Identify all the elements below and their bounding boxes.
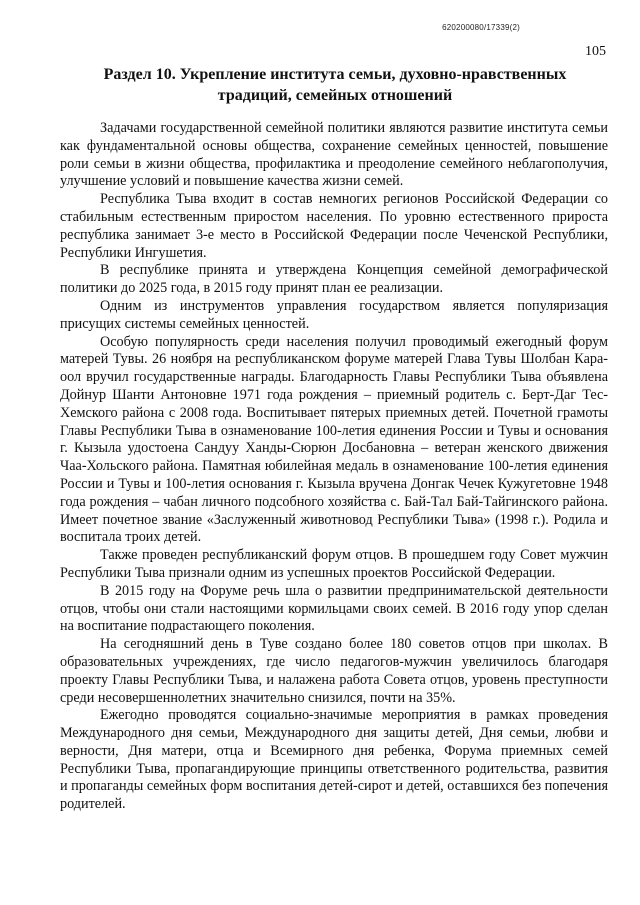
- page-number: 105: [585, 44, 606, 59]
- paragraph: В республике принята и утверждена Концепция семейной демографической политики до 2025 года, в 2015 году принят план ее реализации.: [60, 262, 608, 297]
- paragraph: На сегодняшний день в Туве создано более 180 советов отцов при школах. В образовательных учреждениях, где число педагогов-мужчин увеличилось благодаря проекту Главы Республики Тыва, и налажена работа Совета отцов, уровень преступности среди несовершеннолетних значительно снизился, почти на 35%.: [60, 636, 608, 706]
- paragraph: Также проведен республиканский форум отцов. В прошедшем году Совет мужчин Республики Тыва признали одним из успешных проектов Российской Федерации.: [60, 547, 608, 581]
- document-id: 620200080/17339(2): [442, 23, 520, 32]
- document-body: [60, 120, 608, 814]
- paragraph: Особую популярность среди населения получил проводимый ежегодный форум матерей Тувы. 26 ноября на республиканском форуме матерей Глава Тувы Шолбан Кара-оол вручил государственные награды. Благодарность Главы Республики Тыва объявлена Дойнур Шанти Антоновне 1971 года рождения – приемный родитель с. Берт-Даг Тес-Хемского района с 2008 года. Воспитывает пятерых приемных детей. Почетной грамоты Главы Республики Тыва в ознаменование 100-летия единения России и Тувы и основания г. Кызыла удостоена Сандуу Ханды-Сюрюн Досбановна – ветеран женского движения Чаа-Хольского района. Памятная юбилейная медаль в ознаменование 100-летия единения России и Тувы и 100-летия основания г. Кызыла вручена Донгак Чечек Кужугетовне 1948 года рождения – чабан личного подсобного хозяйства с. Бай-Тал Бай-Тайгинского района. Имеет почетное звание «Заслуженный животновод Республики Тыва» (1998 г.). Родила и воспитала троих детей.: [60, 333, 608, 546]
- section-heading: Раздел 10. Укрепление института семьи, духовно-нравственных традиций, семейных отношений: [103, 66, 567, 104]
- paragraph: Задачами государственной семейной политики являются развитие института семьи как фундаментальной основы общества, сохранение семейных ценностей, повышение роли семьи в жизни общества, профилактика и преодоление семейного неблагополучия, улучшение условий и повышение качества жизни семей.: [60, 120, 608, 190]
- paragraph: В 2015 году на Форуме речь шла о развитии предпринимательской деятельности отцов, чтобы они стали настоящими кормильцами своих семей. В 2016 году упор сделан на воспитание подрастающего поколения.: [60, 582, 608, 635]
- paragraph: Ежегодно проводятся социально-значимые мероприятия в рамках проведения Международного дня семьи, Международного дня защиты детей, Дня семьи, любви и верности, Дня матери, отца и Всемирного дня ребенка, Форума приемных семей Республики Тыва, пропагандирующие принципы ответственного родительства, развития и пропаганды семейных форм воспитания детей-сирот и детей, оставшихся без попечения родителей.: [60, 707, 608, 813]
- paragraph: Республика Тыва входит в состав немногих регионов Российской Федерации со стабильным естественным приростом населения. По уровню естественного прироста республика занимает 3-е место в Российской Федерации после Чеченской Республики, Республики Ингушетия.: [60, 191, 608, 261]
- paragraph: Одним из инструментов управления государством является популяризация присущих системы семейных ценностей.: [60, 297, 608, 332]
